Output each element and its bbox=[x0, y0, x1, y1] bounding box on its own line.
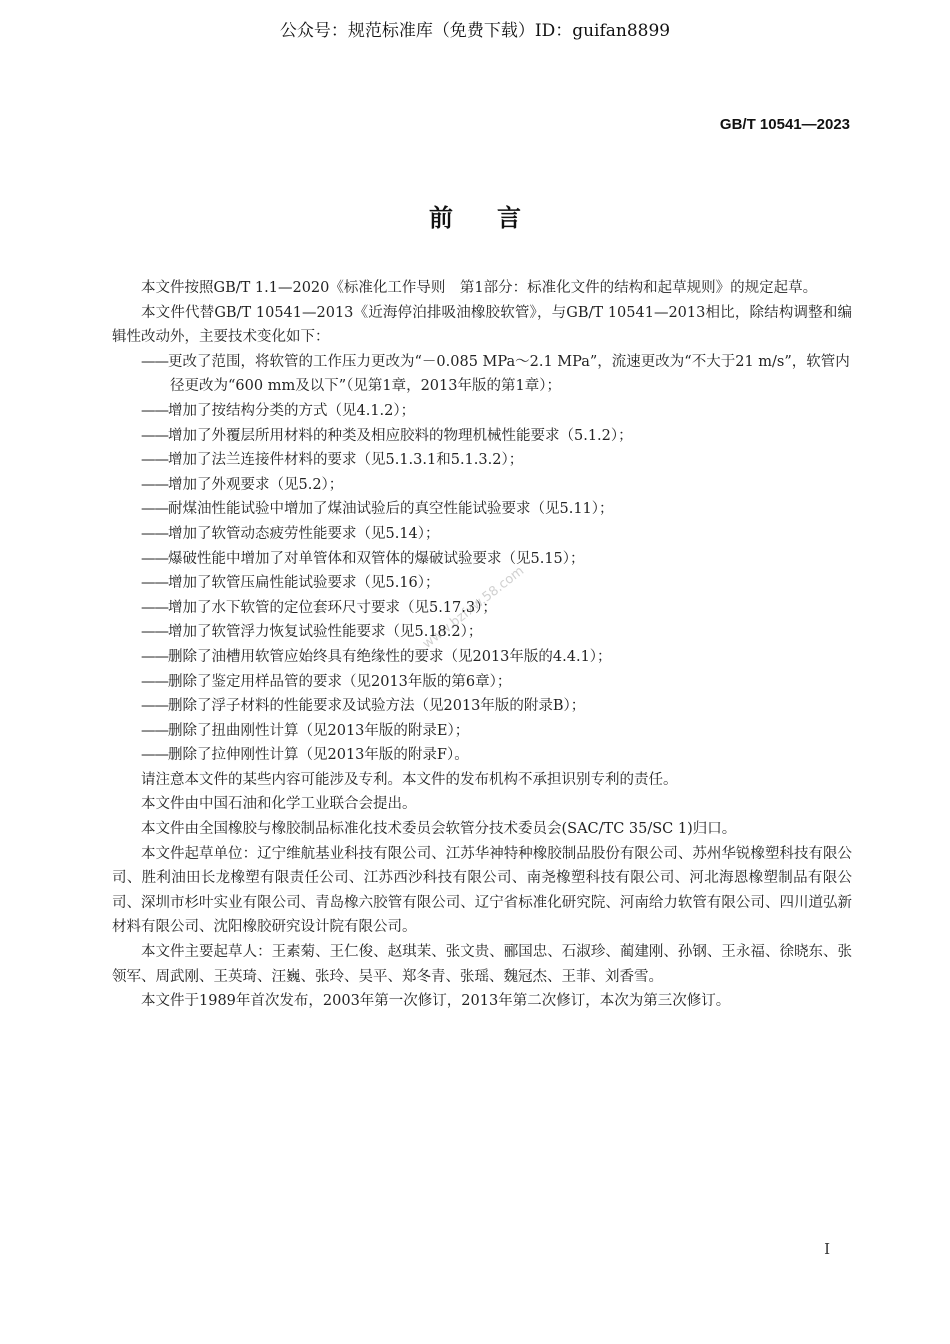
list-item: ——爆破性能中增加了对单管体和双管体的爆破试验要求（见5.15）； bbox=[141, 550, 585, 567]
paragraph-proposed-by: 本文件由中国石油和化学工业联合会提出。 bbox=[141, 796, 417, 813]
list-item: ——删除了拉伸刚性计算（见2013年版的附录F）。 bbox=[141, 747, 469, 764]
list-item: ——增加了软管浮力恢复试验性能要求（见5.18.2）； bbox=[141, 624, 483, 641]
paragraph-drafting-units: 本文件起草单位：辽宁维航基业科技有限公司、江苏华神特种橡胶制品股份有限公司、苏州华锐橡塑科技有限公司、胜利油田长龙橡塑有限责任公司、江苏西沙科技有限公司、南尧橡塑科技有限公司、河北海恩橡塑制品有限公司、深圳市杉叶实业有限公司、青岛橡六胶管有限公司、辽宁省标准化研究院、河南给力软管有限公司、四川道弘新材料有限公司、沈阳橡胶研究设计院有限公司。 bbox=[112, 845, 852, 936]
list-item: ——增加了软管压扁性能试验要求（见5.16）； bbox=[141, 575, 440, 592]
list-item: ——增加了按结构分类的方式（见4.1.2）； bbox=[141, 402, 416, 419]
paragraph-drafters: 本文件主要起草人：王素菊、王仁俊、赵琪茉、张文贵、郦国忠、石淑珍、蔺建刚、孙钢、王永福、徐晓东、张领军、周武刚、王英琦、汪巍、张玲、吴平、郑冬青、张瑶、魏冠杰、王菲、刘香雪。 bbox=[112, 944, 852, 985]
list-item: ——删除了浮子材料的性能要求及试验方法（见2013年版的附录B）； bbox=[141, 698, 586, 715]
page-title: 前言 bbox=[429, 203, 565, 232]
paragraph-history: 本文件于1989年首次发布，2003年第一次修订，2013年第二次修订，本次为第三次修订。 bbox=[141, 993, 731, 1010]
list-item: ——增加了外覆层所用材料的种类及相应胶料的物理机械性能要求（5.1.2）； bbox=[141, 427, 633, 444]
download-banner: 公众号：规范标准库（免费下载）ID：guifan8899 bbox=[279, 21, 671, 41]
paragraph-patent-notice: 请注意本文件的某些内容可能涉及专利。本文件的发布机构不承担识别专利的责任。 bbox=[141, 771, 678, 788]
list-item: ——删除了鉴定用样品管的要求（见2013年版的第6章）； bbox=[141, 673, 512, 690]
list-item: ——更改了范围，将软管的工作压力更改为“－0.085 MPa～2.1 MPa”，流速更改为“不大于21 m/s”，软管内径更改为“600 mm及以下”（见第1章，2013年版的第1章）； bbox=[141, 353, 850, 395]
list-item: ——耐煤油性能试验中增加了煤油试验后的真空性能试验要求（见5.11）； bbox=[141, 501, 614, 518]
watermark: www.bzfxw.58.com bbox=[420, 563, 528, 652]
list-item: ——增加了法兰连接件材料的要求（见5.1.3.1和5.1.3.2）； bbox=[141, 452, 524, 469]
list-item: ——增加了水下软管的定位套环尺寸要求（见5.17.3）； bbox=[141, 599, 497, 616]
changes-list bbox=[112, 350, 852, 768]
list-item: ——删除了扭曲刚性计算（见2013年版的附录E）； bbox=[141, 722, 470, 739]
list-item: ——增加了外观要求（见5.2）； bbox=[141, 476, 344, 493]
standard-code: GB/T 10541—2023 bbox=[719, 116, 850, 133]
paragraph-administered-by: 本文件由全国橡胶与橡胶制品标准化技术委员会软管分技术委员会(SAC/TC 35/SC 1)归口。 bbox=[141, 821, 737, 838]
paragraph-replaces: 本文件代替GB/T 10541—2013《近海停泊排吸油橡胶软管》，与GB/T 10541—2013相比，除结构调整和编辑性改动外，主要技术变化如下： bbox=[112, 304, 852, 346]
list-item: ——增加了软管动态疲劳性能要求（见5.14）； bbox=[141, 525, 440, 542]
foreword-body bbox=[112, 276, 852, 1014]
page-number: I bbox=[824, 1240, 830, 1258]
paragraph-drafting-rules: 本文件按照GB/T 1.1—2020《标准化工作导则 第1部分：标准化文件的结构和起草规则》的规定起草。 bbox=[141, 280, 818, 296]
list-item: ——删除了油槽用软管应始终具有绝缘性的要求（见2013年版的4.4.1）； bbox=[141, 648, 612, 665]
